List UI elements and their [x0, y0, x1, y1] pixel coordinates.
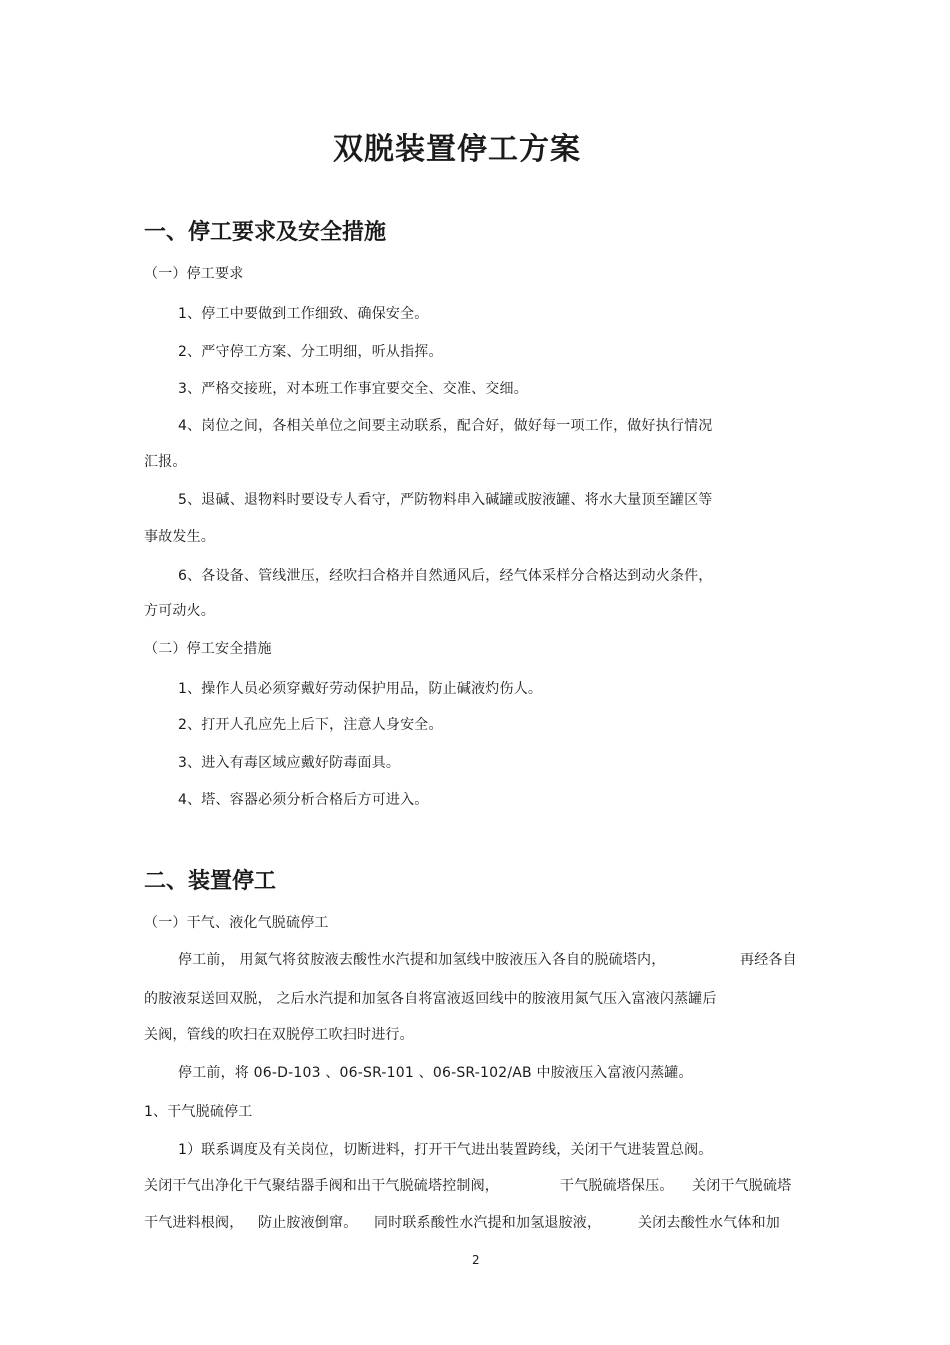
paragraph-line: 关阀，管线的吹扫在双脱停工吹扫时进行。	[144, 1027, 414, 1043]
subsection-heading: （一）干气、液化气脱硫停工	[144, 915, 329, 931]
paragraph-line: 关闭去酸性水气体和加	[638, 1215, 780, 1231]
paragraph-line: 同时联系酸性水汽提和加氢退胺液，	[374, 1215, 602, 1231]
list-item: 3、严格交接班，对本班工作事宜要交全、交准、交细。	[178, 381, 528, 397]
list-item: 6、各设备、管线泄压，经吹扫合格并自然通风后，经气体采样分合格达到动火条件，	[178, 568, 713, 584]
list-item: 4、岗位之间，各相关单位之间要主动联系，配合好，做好每一项工作，做好执行情况	[178, 418, 713, 434]
subsection-heading: （一）停工要求	[144, 266, 244, 282]
list-item: 3、进入有毒区域应戴好防毒面具。	[178, 755, 401, 771]
list-item: 2、打开人孔应先上后下，注意人身安全。	[178, 717, 443, 733]
paragraph-line: 关闭干气脱硫塔	[692, 1178, 792, 1194]
page-number: 2	[472, 1253, 480, 1267]
list-item-continuation: 汇报。	[144, 454, 187, 470]
paragraph-line: 干气进料根阀，	[144, 1215, 244, 1231]
paragraph-line: 关闭干气出净化干气聚结器手阀和出干气脱硫塔控制阀，	[144, 1178, 499, 1194]
paragraph-line: 停工前， 用氮气将贫胺液去酸性水汽提和加氢线中胺液压入各自的脱硫塔内，	[178, 952, 666, 968]
paragraph-line: 防止胺液倒窜。	[258, 1215, 358, 1231]
paragraph-line: 再经各自	[740, 952, 797, 968]
list-item-continuation: 方可动火。	[144, 603, 215, 619]
paragraph-line: 的胺液泵送回双脱， 之后水汽提和加氢各自将富液返回线中的胺液用氮气压入富液闪蒸罐后	[144, 991, 717, 1007]
list-item-continuation: 事故发生。	[144, 529, 215, 545]
paragraph-line: 停工前，将 06-D-103 、06-SR-101 、06-SR-102/AB 中胺液压入富液闪蒸罐。	[178, 1065, 693, 1081]
section-heading: 一、停工要求及安全措施	[144, 220, 387, 245]
section-heading: 二、装置停工	[144, 869, 277, 894]
paragraph-line: 干气脱硫塔保压。	[560, 1178, 674, 1194]
list-item: 4、塔、容器必须分析合格后方可进入。	[178, 792, 429, 808]
list-item: 1、停工中要做到工作细致、确保安全。	[178, 306, 429, 322]
subsection-heading: （二）停工安全措施	[144, 641, 272, 657]
paragraph-line: 1）联系调度及有关岗位，切断进料，打开干气进出装置跨线，关闭干气进装置总阀。	[178, 1142, 713, 1158]
list-item: 2、严守停工方案、分工明细，听从指挥。	[178, 344, 443, 360]
document-title: 双脱装置停工方案	[333, 132, 581, 167]
list-item: 5、退碱、退物料时要设专人看守，严防物料串入碱罐或胺液罐、将水大量顶至罐区等	[178, 492, 713, 508]
item-heading: 1、干气脱硫停工	[144, 1104, 253, 1120]
list-item: 1、操作人员必须穿戴好劳动保护用品，防止碱液灼伤人。	[178, 681, 543, 697]
